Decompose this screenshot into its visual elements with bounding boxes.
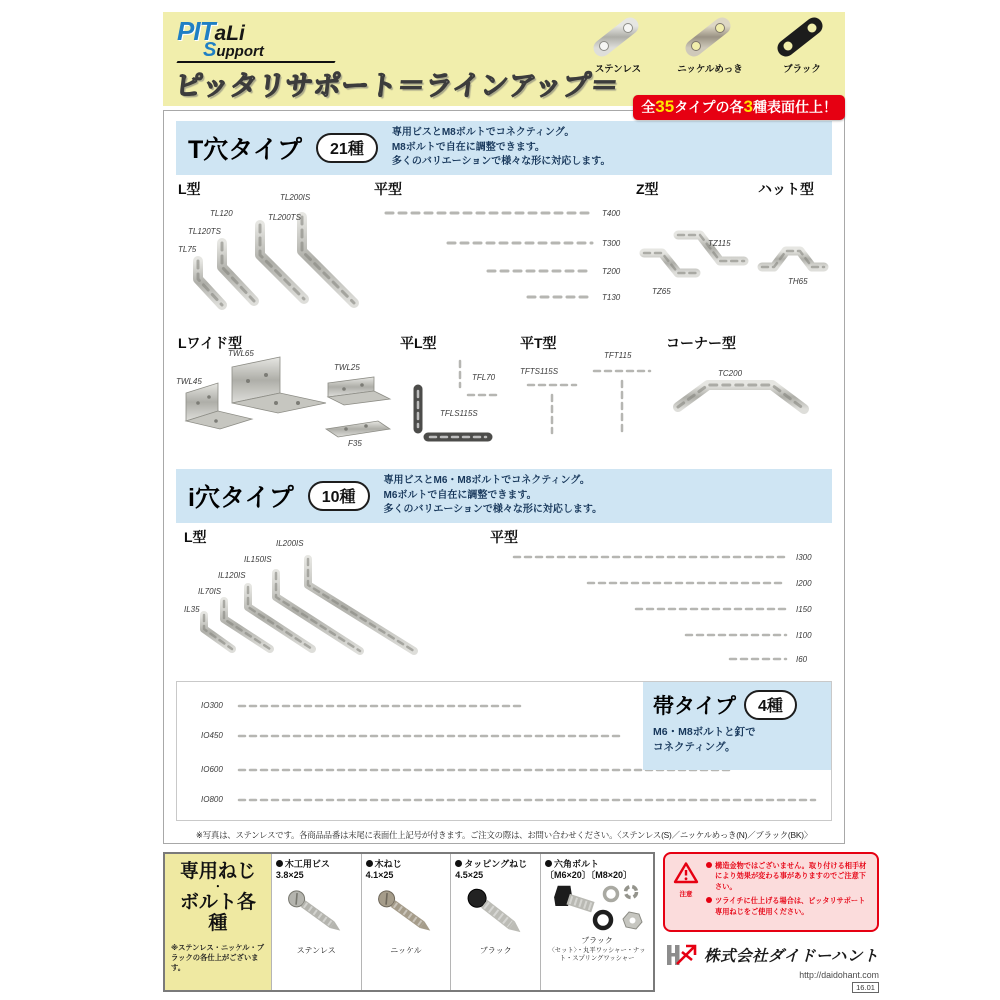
product-label: I200 — [796, 579, 812, 588]
screw-name: 木ねじ — [374, 859, 402, 869]
product-label: TFL70 — [472, 373, 496, 382]
finish-label: ステンレス — [594, 64, 642, 75]
banner-text: 全 — [641, 99, 656, 115]
bullet-icon — [455, 860, 462, 867]
group-flatl-type — [398, 333, 514, 461]
finish-black — [765, 14, 839, 75]
product-label: TWL65 — [228, 349, 254, 358]
group-name: ハット型 — [758, 181, 814, 197]
hex-bolt-set-icon — [545, 882, 649, 934]
product-label: TL75 — [178, 245, 197, 254]
hat-type-illustration — [756, 179, 832, 329]
group-name: 平T型 — [520, 335, 557, 351]
screw-finish: ブラック — [479, 945, 512, 955]
group-iflat-type — [488, 527, 832, 675]
company-url-link[interactable]: http://daidohant.com — [799, 970, 879, 980]
group-corner-type — [664, 333, 832, 461]
product-label: TWL45 — [176, 377, 202, 386]
lineup-banner — [633, 95, 845, 120]
header — [163, 12, 845, 116]
product-label: T200 — [602, 267, 621, 276]
warning-bullet2: ツライチに仕上げる場合は、ピッタリサポート専用ねじをご使用ください。 — [715, 896, 866, 916]
logo-part3: S — [203, 39, 217, 61]
bottom-area — [163, 852, 879, 993]
screw-finish: ブラック — [581, 935, 613, 945]
bullet-icon — [545, 860, 552, 867]
group-il-type — [182, 527, 482, 675]
flyer-document — [163, 12, 879, 993]
finish-samples — [581, 14, 839, 75]
tapping-screw-icon — [456, 882, 536, 944]
t-desc-line3: 多くのバリエーションで様々な形に対応します。 — [391, 156, 611, 168]
iflat-type-illustration — [488, 527, 832, 675]
i-hole-count-badge: 10種 — [308, 481, 370, 511]
logo-part4: upport — [216, 43, 264, 60]
bullet-icon — [276, 860, 283, 867]
t-hole-description — [392, 126, 611, 170]
product-label: I300 — [796, 553, 812, 562]
screws-title-line1: 専用ねじ — [179, 861, 256, 882]
group-flatt-type — [518, 333, 660, 461]
product-label: IL35 — [184, 605, 200, 614]
band-count-badge: 4種 — [744, 690, 797, 720]
group-z-type — [634, 179, 752, 329]
finish-stainless — [581, 14, 655, 75]
product-label: I100 — [796, 631, 812, 640]
t-hole-section-header — [176, 121, 832, 175]
flat-type-illustration — [372, 179, 630, 329]
band-type-row — [176, 681, 832, 821]
product-label: IO600 — [201, 765, 223, 774]
z-type-illustration — [634, 179, 752, 329]
screw-item-hex-bolt — [540, 854, 653, 990]
warning-icon-label: 注意 — [679, 891, 693, 898]
group-name: 平型 — [490, 529, 518, 545]
screws-title-line2: ボルト各種 — [179, 891, 256, 934]
warning-box — [663, 852, 879, 932]
warning-icon-wrap — [673, 861, 699, 923]
catalog-version: 16.01 — [852, 982, 879, 993]
group-name: 平型 — [374, 181, 402, 197]
nickel-sample-icon — [678, 14, 742, 58]
screw-finish: ステンレス — [296, 945, 336, 955]
band-title: 帯タイプ — [653, 695, 736, 718]
band-type-header — [643, 682, 831, 770]
l-type-illustration — [176, 179, 368, 329]
product-label: TL200IS — [280, 193, 311, 202]
photo-footnote: ※写真は、ステンレスです。各商品品番は末尾に表面仕上記号が付きます。ご注文の際は、お問い合わせください。〈ステンレス(S)／ニッケルめっき(N)／ブラック(BK)〉 — [195, 830, 813, 840]
product-label: IL150IS — [244, 555, 272, 564]
group-name: L型 — [178, 181, 201, 197]
group-flat-type — [372, 179, 630, 329]
warning-texts — [706, 861, 869, 923]
wood-bis-screw-icon — [276, 882, 356, 944]
product-label: TZ65 — [652, 287, 671, 296]
product-label: T400 — [602, 209, 621, 218]
i-hole-row — [176, 527, 832, 675]
product-label: IL70IS — [198, 587, 222, 596]
company-name: 株式会社ダイドーハント — [704, 948, 879, 965]
brand-logo — [177, 18, 335, 63]
product-label: F35 — [348, 439, 362, 448]
finish-nickel — [673, 14, 747, 75]
stainless-sample-icon — [586, 14, 650, 58]
bullet-icon — [366, 860, 373, 867]
screw-size: 4.5×25 — [455, 870, 484, 881]
black-sample-icon — [770, 14, 834, 58]
screws-title-panel — [165, 854, 271, 990]
finish-label: ブラック — [783, 64, 821, 75]
i-hole-title: i穴タイプ — [188, 484, 294, 512]
product-label: TWL25 — [334, 363, 360, 372]
screw-finish: ニッケル — [390, 945, 422, 955]
product-label: TL120TS — [188, 227, 221, 236]
screws-title-dot: ・ — [212, 881, 223, 893]
group-name: Lワイド型 — [178, 335, 243, 351]
i-hole-description — [384, 474, 603, 518]
right-column — [663, 852, 879, 993]
banner-count: 35 — [655, 97, 675, 116]
finish-label: ニッケルめっき — [677, 64, 743, 75]
product-label: TFTS115S — [520, 367, 559, 376]
il-type-illustration — [182, 527, 482, 675]
red-bullet-icon — [706, 897, 712, 903]
banner-text: 種表面仕上！ — [753, 99, 837, 115]
product-label: IL200IS — [276, 539, 304, 548]
screw-name: 木工用ビス — [284, 859, 330, 869]
t-hole-row2 — [176, 333, 832, 461]
group-name: L型 — [184, 529, 207, 545]
screw-size: 4.1×25 — [365, 870, 394, 881]
logo-underline — [176, 61, 335, 63]
screw-name: タッピングねじ — [464, 859, 528, 869]
main-content-box — [163, 110, 845, 844]
product-label: TH65 — [788, 277, 808, 286]
company-mark-icon — [665, 942, 699, 968]
group-l-type — [176, 179, 368, 329]
i-desc-line3: 多くのバリエーションで様々な形に対応します。 — [383, 504, 603, 516]
page-title: ピッタリサポート＝ラインアップ＝ — [173, 70, 621, 101]
product-label: TC200 — [718, 369, 743, 378]
wood-screw-icon — [366, 882, 446, 944]
screw-size: 〔M6×20〕〔M8×20〕 — [545, 870, 633, 881]
product-label: I60 — [796, 655, 808, 664]
footer — [663, 942, 879, 992]
product-label: TL120 — [210, 209, 233, 218]
group-name: Z型 — [636, 181, 659, 197]
banner-count: 3 — [743, 97, 753, 116]
band-description — [653, 725, 821, 755]
group-lwide-type — [176, 333, 392, 461]
screws-bolts-box — [163, 852, 655, 992]
product-label: TFLS115S — [440, 409, 478, 418]
screw-item-wood-screw — [361, 854, 451, 990]
t-hole-count-badge: 21種 — [316, 133, 378, 163]
warning-bullet1: 構造金物ではございません。取り付ける相手材により効果が変わる事がありますのでご注意下さい。 — [715, 861, 867, 891]
logo-part1: PIT — [177, 16, 215, 46]
band-desc-line2: コネクティング。 — [653, 741, 736, 754]
screw-size: 3.8×25 — [275, 870, 304, 881]
screw-name: 六角ボルト — [554, 859, 600, 869]
band-desc-line1: M6・M8ボルトと釘で — [653, 726, 756, 738]
group-name: コーナー型 — [666, 335, 736, 351]
product-label: TL200TS — [268, 213, 301, 222]
i-hole-section-header — [176, 469, 832, 523]
t-desc-line1: 専用ビスとM8ボルトでコネクティング。 — [391, 127, 575, 139]
t-hole-title: T穴タイプ — [188, 136, 303, 164]
product-label: I150 — [796, 605, 812, 614]
screw-item-tapping — [450, 854, 540, 990]
group-name: 平L型 — [400, 335, 437, 351]
screws-note: ※ステンレス・ニッケル・ブラックの各仕上がございます。 — [171, 942, 265, 973]
product-label: TFT115 — [604, 351, 632, 360]
product-label: IO450 — [201, 731, 223, 740]
product-label: IO300 — [201, 701, 223, 710]
product-label: T130 — [602, 293, 621, 302]
product-label: IL120IS — [218, 571, 246, 580]
screw-item-wood-bis — [271, 854, 361, 990]
product-label: TZ115 — [708, 239, 731, 248]
group-hat-type — [756, 179, 832, 329]
logo-part2: aLi — [214, 22, 245, 45]
t-desc-line2: M8ボルトで自在に調整できます。 — [391, 141, 545, 153]
bolt-set-note: 〈セット〉・丸平ワッシャー・ナット・スプリングワッシャー — [548, 946, 646, 962]
warning-triangle-icon — [673, 861, 699, 885]
banner-text: タイプの各 — [674, 99, 744, 115]
product-label: IO800 — [201, 795, 223, 804]
i-desc-line1: 専用ビスとM6・M8ボルトでコネクティング。 — [383, 475, 590, 487]
red-bullet-icon — [706, 862, 712, 868]
product-label: T300 — [602, 239, 621, 248]
t-hole-row1 — [176, 179, 832, 329]
i-desc-line2: M6ボルトで自在に調整できます。 — [383, 489, 537, 501]
